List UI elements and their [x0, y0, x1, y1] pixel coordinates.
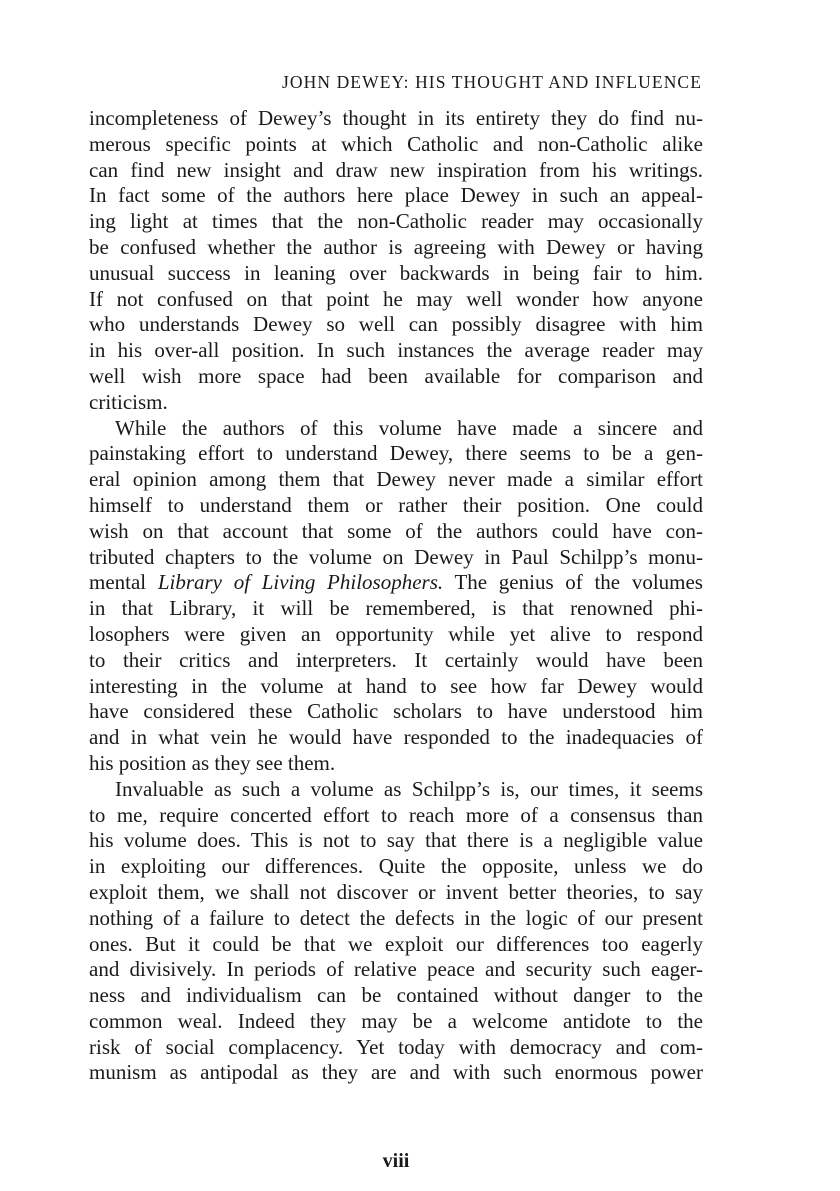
- body-text: [89, 106, 703, 1086]
- text-line: can find new insight and draw new inspiration from his writings.: [89, 157, 703, 182]
- text-line: his volume does. This is not to say that there is a negligible value: [89, 828, 703, 853]
- text-line: incompleteness of Dewey’s thought in its entirety they do find nu-: [89, 106, 703, 130]
- text-line: and in what vein he would have responded to the inadequacies of: [89, 725, 703, 750]
- text-line: exploit them, we shall not discover or invent better theories, to say: [89, 879, 703, 904]
- text-line: eral opinion among them that Dewey never made a similar effort: [89, 467, 703, 492]
- text-segment: mental: [89, 570, 158, 595]
- text-line: ing light at times that the non-Catholic reader may occasionally: [89, 209, 703, 234]
- text-line: himself to understand them or rather their position. One could: [89, 492, 703, 517]
- text-line: In fact some of the authors here place Dewey in such an appeal-: [89, 183, 703, 208]
- text-line: munism as antipodal as they are and with such enormous power: [89, 1060, 703, 1085]
- text-line: tributed chapters to the volume on Dewey in Paul Schilpp’s monu-: [89, 544, 703, 569]
- running-head: JOHN DEWEY: HIS THOUGHT AND INFLUENCE: [281, 72, 702, 92]
- text-line: in his over-all position. In such instances the average reader may: [89, 338, 703, 363]
- book-title: Library of Living Philosophers.: [157, 570, 444, 595]
- text-line: have considered these Catholic scholars to have understood him: [89, 699, 703, 724]
- text-line: criticism.: [89, 389, 168, 414]
- text-line: painstaking effort to understand Dewey, there seems to be a gen-: [89, 441, 703, 466]
- text-line: to their critics and interpreters. It certainly would have been: [89, 647, 703, 672]
- text-line: in that Library, it will be remembered, is that renowned phi-: [89, 596, 703, 621]
- text-line: his position as they see them.: [89, 750, 336, 775]
- text-line: in exploiting our differences. Quite the opposite, unless we do: [89, 854, 703, 879]
- text-line: If not confused on that point he may well wonder how anyone: [89, 286, 703, 311]
- text-line: unusual success in leaning over backwards in being fair to him.: [89, 260, 703, 285]
- text-line-with-title: [89, 570, 703, 596]
- text-line: to me, require concerted effort to reach more of a consensus than: [89, 802, 703, 827]
- text-line: Invaluable as such a volume as Schilpp’s is, our times, it seems: [115, 776, 703, 801]
- text-line: While the authors of this volume have made a sincere and: [115, 415, 703, 440]
- page-number: viii: [382, 1150, 410, 1172]
- text-line: interesting in the volume at hand to see how far Dewey would: [89, 673, 703, 698]
- text-line: losophers were given an opportunity while yet alive to respond: [89, 621, 703, 646]
- text-line: who understands Dewey so well can possibly disagree with him: [89, 312, 703, 337]
- text-line: ness and individualism can be contained without danger to the: [89, 983, 703, 1008]
- text-line: wish on that account that some of the authors could have con-: [89, 518, 703, 543]
- text-line: risk of social complacency. Yet today with democracy and com-: [89, 1034, 703, 1059]
- text-segment: The genius of the volumes: [443, 570, 703, 595]
- text-line: and divisively. In periods of relative peace and security such eager-: [89, 957, 703, 982]
- text-line: be confused whether the author is agreeing with Dewey or having: [89, 234, 703, 259]
- text-line: ones. But it could be that we exploit our differences too eagerly: [89, 931, 703, 956]
- text-line: merous specific points at which Catholic and non-Catholic alike: [89, 131, 703, 156]
- text-line: well wish more space had been available for comparison and: [89, 363, 703, 388]
- text-line: nothing of a failure to detect the defects in the logic of our present: [89, 905, 703, 930]
- text-line: common weal. Indeed they may be a welcome antidote to the: [89, 1008, 703, 1033]
